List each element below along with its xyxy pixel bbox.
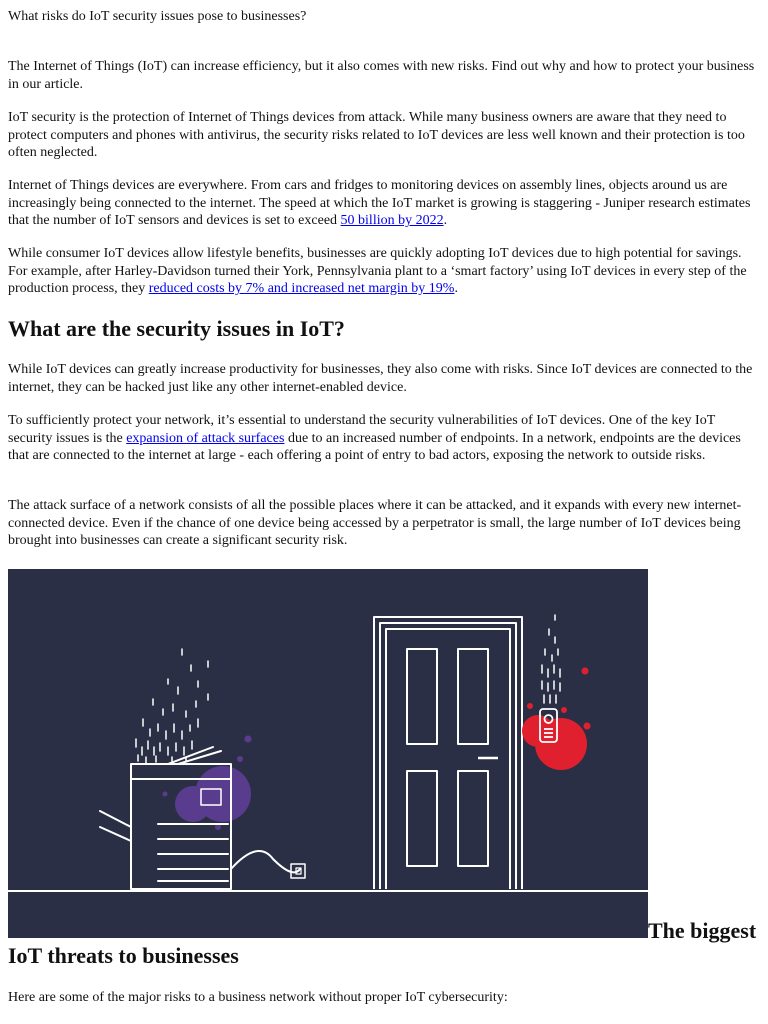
- paragraph-attack-surface-definition: The attack surface of a network consists of all the possible places where it can be attacked, and it expands with every new internet-connected device. Even if the chance of one device being accessed by a perpetrator is small, the large number of IoT devices being brought into businesses can create a significant security risk.: [8, 498, 742, 549]
- paragraph-iot-risks: While IoT devices can greatly increase productivity for businesses, they also come with risks. Since IoT devices are connected to the internet, they can be hacked just like any other internet-enabled device.: [8, 362, 753, 395]
- printer-blob-dot: [163, 792, 168, 797]
- heading-biggest-threats-part2: IoT threats to businesses: [8, 943, 239, 968]
- printer-blob-small: [175, 786, 211, 822]
- heading-biggest-threats-part1: The biggest: [648, 918, 757, 943]
- lock-blob-dot: [561, 707, 567, 713]
- paragraph-text: While consumer IoT devices allow lifestyle benefits, businesses are quickly adopting IoT devices due to high potential for savings. For example, after Harley-Davidson turned their York, Pennsylvania plant to a ‘smart factory’ using IoT devices in every step of the production process, they: [8, 246, 747, 297]
- paragraph-business-adoption: [8, 245, 762, 298]
- heading-security-issues: What are the security issues in IoT?: [8, 316, 345, 341]
- link-50-billion[interactable]: 50 billion by 2022: [340, 213, 444, 229]
- printer-blob-dot: [245, 736, 252, 743]
- printer-blob-dot: [237, 756, 243, 762]
- paragraph-iot-devices-everywhere: [8, 177, 762, 230]
- iot-illustration-svg: [8, 569, 648, 938]
- lock-blob-dot: [584, 723, 591, 730]
- paragraph-text: To sufficiently protect your network, it’s essential to understand the security vulnerabilities of IoT devices. One of the key IoT security issues is the: [8, 413, 716, 446]
- intro-paragraph: The Internet of Things (IoT) can increase efficiency, but it also comes with new risks. Find out why and how to protect your business in our article.: [8, 59, 755, 92]
- paragraph-text: due to an increased number of endpoints. In a network, endpoints are the devices that are connected to the internet at large - each offering a point of entry to bad actors, exposing the network to outside risks.: [8, 430, 741, 464]
- paragraph-major-risks: Here are some of the major risks to a business network without proper IoT cybersecurity:: [8, 990, 508, 1005]
- article-title: What risks do IoT security issues pose to businesses?: [8, 9, 307, 24]
- link-expansion-of-attack-surfaces[interactable]: expansion of attack surfaces: [126, 430, 285, 446]
- iot-illustration: [8, 569, 648, 938]
- paragraph-iot-security-definition: IoT security is the protection of Internet of Things devices from attack. While many business owners are aware that they need to protect computers and phones with antivirus, the security risks related to IoT devices are less well known and their protection is too often neglected.: [8, 110, 745, 161]
- lock-blob-dot: [582, 668, 589, 675]
- lock-blob-dot: [527, 703, 533, 709]
- paragraph-attack-surfaces: [8, 412, 762, 465]
- paragraph-text: .: [454, 281, 458, 297]
- link-reduced-costs[interactable]: reduced costs by 7% and increased net margin by 19%: [148, 281, 455, 297]
- paragraph-text: Internet of Things devices are everywhere. From cars and fridges to monitoring devices on assembly lines, objects around us are increasingly being connected to the internet. The speed at which the IoT market is growing is staggering - Juniper research estimates that the number of IoT sensors and devices is set to exceed: [8, 178, 751, 229]
- paragraph-text: .: [443, 213, 448, 229]
